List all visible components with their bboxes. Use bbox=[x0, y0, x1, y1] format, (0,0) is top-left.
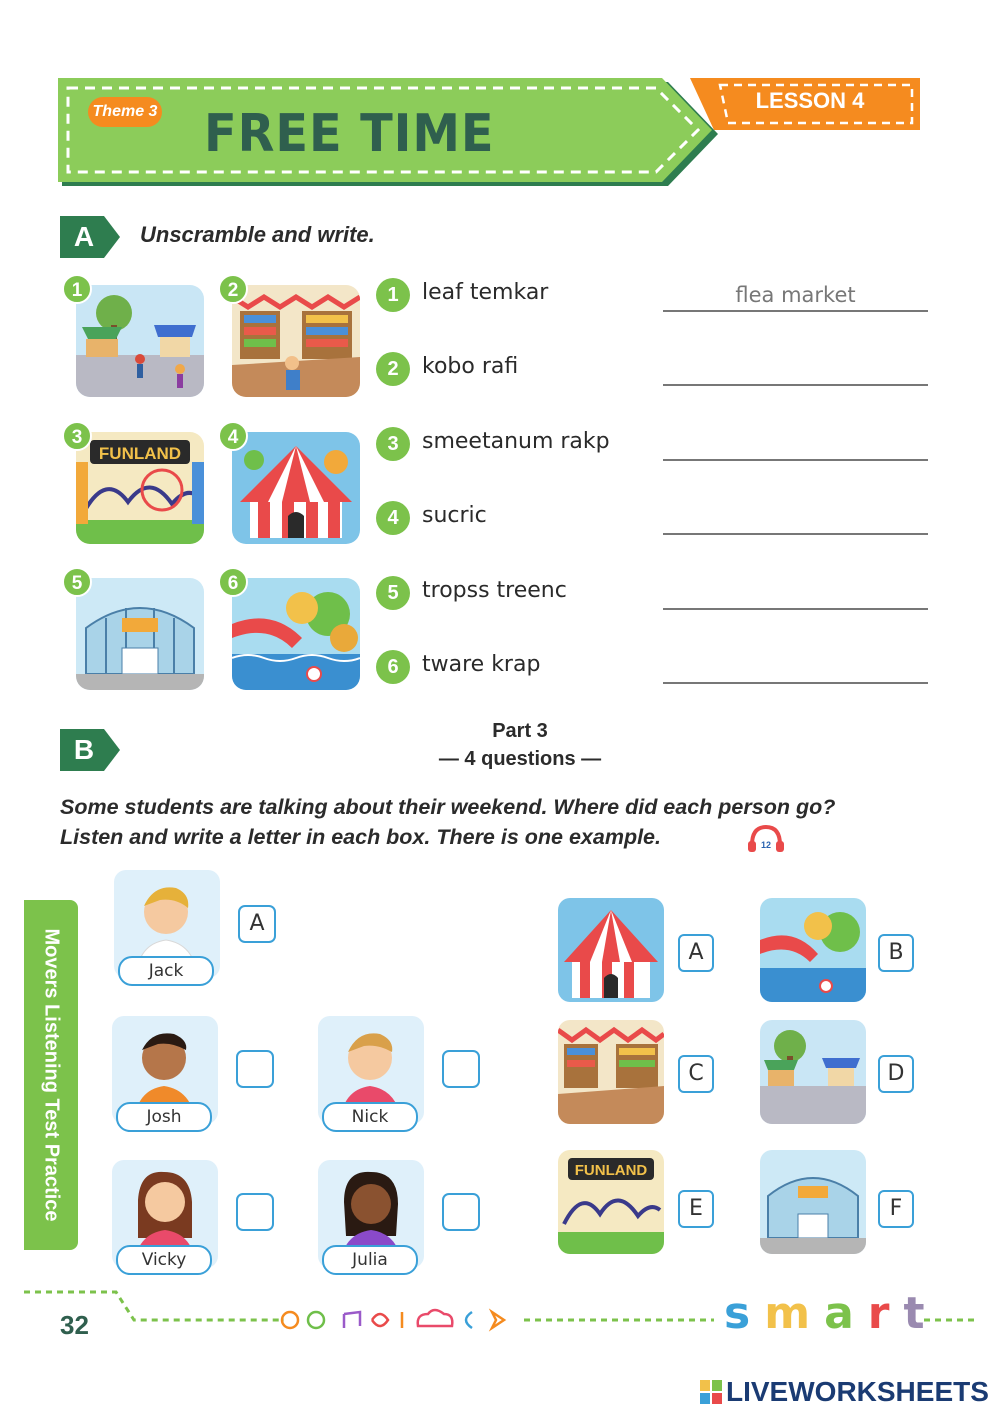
scrambled-word: sucric bbox=[422, 503, 487, 528]
place-f-sports-centre bbox=[760, 1150, 866, 1254]
word-number: 6 bbox=[376, 650, 410, 684]
picture-number-1: 1 bbox=[62, 274, 92, 304]
scrambled-word: leaf temkar bbox=[422, 280, 549, 305]
track-number: 12 bbox=[760, 840, 772, 850]
answer-input-5[interactable] bbox=[663, 578, 928, 610]
answer-box-julia[interactable] bbox=[442, 1193, 480, 1231]
side-tab-label: Movers Listening Test Practice bbox=[40, 928, 63, 1222]
name-label-nick: Nick bbox=[322, 1102, 418, 1132]
word-number: 2 bbox=[376, 352, 410, 386]
place-letter-d: D bbox=[878, 1055, 914, 1093]
word-row-2 bbox=[376, 350, 936, 390]
picture-circus bbox=[232, 432, 360, 544]
answer-box-jack: A bbox=[238, 905, 276, 943]
place-letter-a: A bbox=[678, 934, 714, 972]
picture-number-6: 6 bbox=[218, 567, 248, 597]
place-c-book-fair bbox=[558, 1020, 664, 1124]
word-row-1 bbox=[376, 276, 936, 316]
section-b-instruction-2: Listen and write a letter in each box. There is one example. bbox=[60, 825, 661, 849]
lesson-label: LESSON 4 bbox=[755, 88, 865, 113]
section-b-instruction-1: Some students are talking about their weekend. Where did each person go? bbox=[60, 795, 836, 819]
page-number: 32 bbox=[60, 1310, 89, 1340]
place-d-flea-market bbox=[760, 1020, 866, 1124]
picture-number-4: 4 bbox=[218, 421, 248, 451]
word-row-3 bbox=[376, 425, 936, 465]
picture-book-fair bbox=[232, 285, 360, 397]
scrambled-word: kobo rafi bbox=[422, 354, 519, 379]
smart-logo: smart bbox=[724, 1288, 939, 1339]
word-number: 5 bbox=[376, 576, 410, 610]
liveworksheets-watermark: LIVEWORKSHEETS bbox=[726, 1376, 989, 1407]
funland-sign-a: FUNLAND bbox=[98, 444, 182, 463]
part-title: Part 3 bbox=[492, 720, 548, 742]
name-label-josh: Josh bbox=[116, 1102, 212, 1132]
picture-number-2: 2 bbox=[218, 274, 248, 304]
answer-input-2[interactable] bbox=[663, 354, 928, 386]
funland-sign-b: FUNLAND bbox=[574, 1162, 648, 1179]
part-subtitle: — 4 questions — bbox=[438, 748, 602, 770]
answer-box-vicky[interactable] bbox=[236, 1193, 274, 1231]
section-a-letter: A bbox=[73, 221, 95, 252]
place-letter-e: E bbox=[678, 1190, 714, 1228]
place-b-water-park bbox=[760, 898, 866, 1002]
answer-input-3[interactable] bbox=[663, 429, 928, 461]
picture-number-5: 5 bbox=[62, 567, 92, 597]
theme-label: Theme 3 bbox=[88, 97, 162, 127]
section-a-instruction: Unscramble and write. bbox=[140, 222, 375, 247]
name-label-jack: Jack bbox=[118, 956, 214, 986]
place-letter-f: F bbox=[878, 1190, 914, 1228]
picture-flea-market bbox=[76, 285, 204, 397]
name-label-julia: Julia bbox=[322, 1245, 418, 1275]
word-number: 1 bbox=[376, 278, 410, 312]
scrambled-word: tropss treenc bbox=[422, 578, 567, 603]
place-letter-b: B bbox=[878, 934, 914, 972]
word-number: 4 bbox=[376, 501, 410, 535]
scrambled-word: tware krap bbox=[422, 652, 541, 677]
section-b-letter: B bbox=[73, 734, 95, 765]
scrambled-word: smeetanum rakp bbox=[422, 429, 610, 454]
answer-input-4[interactable] bbox=[663, 503, 928, 535]
page-title: FREE TIME bbox=[204, 104, 495, 164]
picture-water-park bbox=[232, 578, 360, 690]
picture-sports-centre bbox=[76, 578, 204, 690]
liveworksheets-icon bbox=[700, 1380, 722, 1404]
picture-amusement-park bbox=[76, 432, 204, 544]
place-e-amusement-park bbox=[558, 1150, 664, 1254]
headphones-icon[interactable] bbox=[746, 823, 786, 853]
answer-box-nick[interactable] bbox=[442, 1050, 480, 1088]
place-letter-c: C bbox=[678, 1055, 714, 1093]
word-row-4 bbox=[376, 499, 936, 539]
answer-input-1[interactable] bbox=[663, 280, 928, 312]
place-a-circus bbox=[558, 898, 664, 1002]
word-row-5 bbox=[376, 574, 936, 614]
word-number: 3 bbox=[376, 427, 410, 461]
answer-box-josh[interactable] bbox=[236, 1050, 274, 1088]
picture-number-3: 3 bbox=[62, 421, 92, 451]
answer-input-6[interactable] bbox=[663, 652, 928, 684]
name-label-vicky: Vicky bbox=[116, 1245, 212, 1275]
word-row-6 bbox=[376, 648, 936, 688]
